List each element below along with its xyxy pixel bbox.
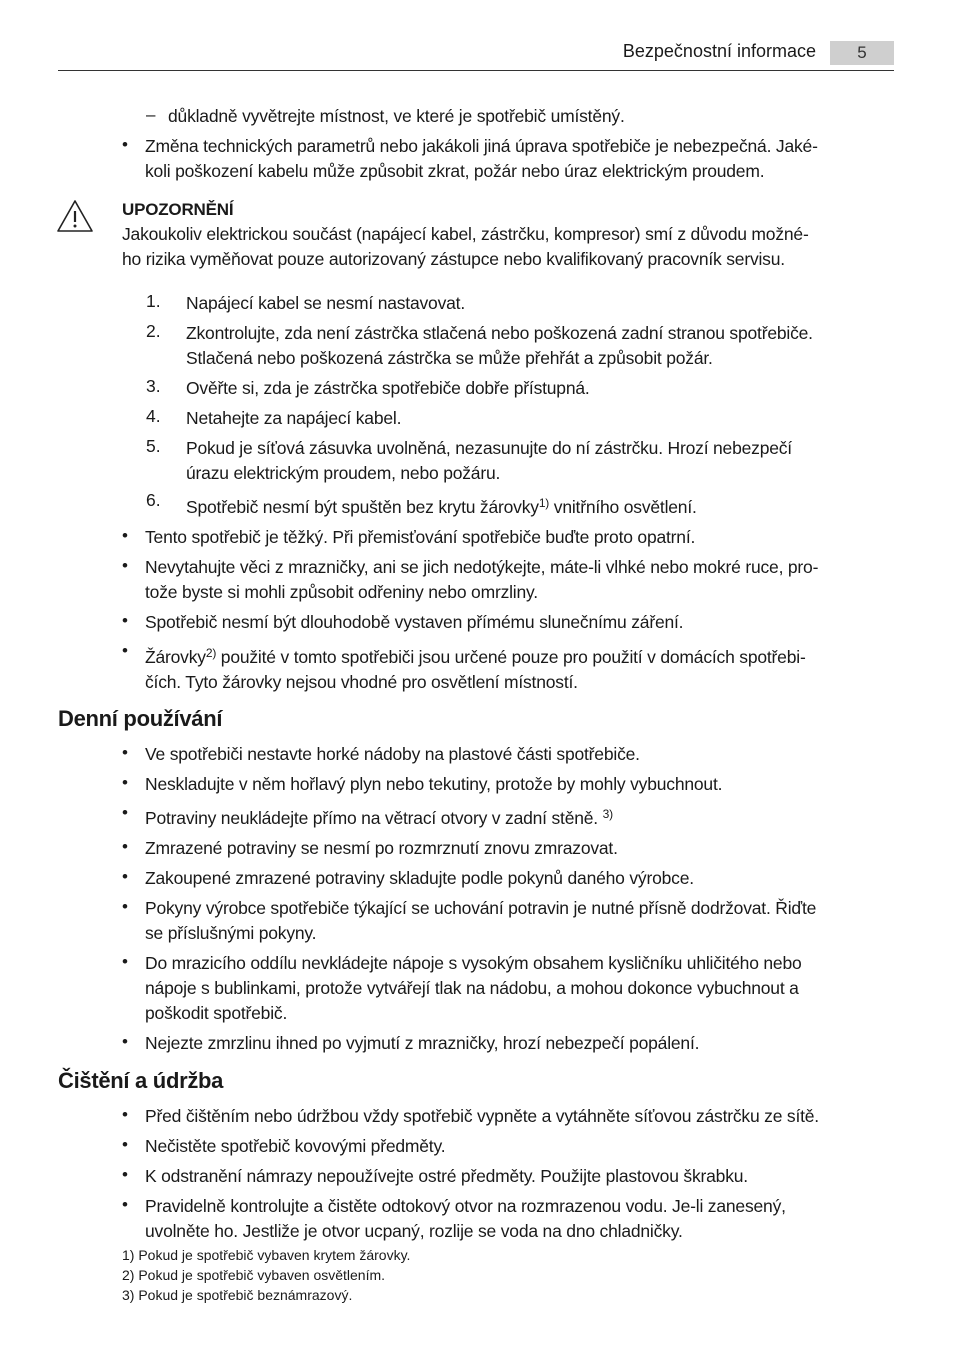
numbered-item-2-line2: Stlačená nebo poškozená zástrčka se může přehřát a způsobit požár. xyxy=(186,348,713,368)
footnote-3: 3) Pokud je spotřebič beznámrazový. xyxy=(122,1287,353,1303)
bullet-bulbs-text: použité v tomto spotřebiči jsou určené pouze pro použití v domácích spotřebi- xyxy=(216,647,806,667)
daily-bullet-2: Neskladujte v něm hořlavý plyn nebo tekutiny, protože by mohly vybuchnout. xyxy=(145,774,723,794)
bullet-freezer-line2: tože byste si mohli způsobit odřeniny nebo omrzliny. xyxy=(145,582,538,602)
bullet-marker: • xyxy=(122,743,128,762)
daily-bullet-5: Zakoupené zmrazené potraviny skladujte podle pokynů daného výrobce. xyxy=(145,868,694,888)
clean-bullet-4-line1: Pravidelně kontrolujte a čistěte odtokový otvor na rozmrazenou vodu. Je-li zanesený, xyxy=(145,1196,786,1216)
daily-bullet-1: Ve spotřebiči nestavte horké nádoby na plastové části spotřebiče. xyxy=(145,744,640,764)
numbered-item-1: Napájecí kabel se nesmí nastavovat. xyxy=(186,293,465,313)
footnote-1: 1) Pokud je spotřebič vybaven krytem žárovky. xyxy=(122,1247,411,1263)
daily-bullet-6-line2: se příslušnými pokyny. xyxy=(145,923,317,943)
section-title-cleaning: Čištění a údržba xyxy=(58,1068,224,1093)
bullet-marker: • xyxy=(122,1135,128,1154)
numbered-item-6-text: Spotřebič nesmí být spuštěn bez krytu žárovky xyxy=(186,497,539,517)
page-number-badge: 5 xyxy=(830,41,894,65)
bullet-marker: • xyxy=(122,1105,128,1124)
bullet-marker: • xyxy=(122,1032,128,1051)
bullet-freezer-line1: Nevytahujte věci z mrazničky, ani se jich nedotýkejte, máte-li vlhké nebo mokré ruce, pro- xyxy=(145,557,819,577)
dash-marker: – xyxy=(146,105,156,124)
clean-bullet-4-line2: uvolněte ho. Jestliže je otvor ucpaný, rozlije se voda na dno chladničky. xyxy=(145,1221,683,1241)
bullet-change-line2: koli poškození kabelu může způsobit zkrat, požár nebo úraz elektrickým proudem. xyxy=(145,161,765,181)
numbered-item-2-line1: Zkontrolujte, zda není zástrčka stlačená nebo poškozená zadní stranou spotřebiče. xyxy=(186,323,813,343)
daily-bullet-7-line1: Do mrazicího oddílu nevkládejte nápoje s vysokým obsahem kysličníku uhličitého nebo xyxy=(145,953,802,973)
bullet-marker: • xyxy=(122,641,128,660)
numbered-item-3: Ověřte si, zda je zástrčka spotřebiče dobře přístupná. xyxy=(186,378,590,398)
section-title-daily-use: Denní používání xyxy=(58,706,223,731)
list-number: 4. xyxy=(146,406,161,426)
bullet-marker: • xyxy=(122,897,128,916)
bullet-change-line1: Změna technických parametrů nebo jakákoli jiná úprava spotřebiče je nebezpečná. Jaké- xyxy=(145,136,818,156)
numbered-item-6 xyxy=(186,495,697,520)
daily-bullet-6-line1: Pokyny výrobce spotřebiče týkající se uchování potravin je nutné přísně dodržovat. Řiďte xyxy=(145,898,817,918)
daily-bullet-7-line2: nápoje s bublinkami, protože vytvářejí tlak na nádobu, a mohou dokonce vybuchnout a xyxy=(145,978,799,998)
bullet-marker: • xyxy=(122,773,128,792)
numbered-item-4: Netahejte za napájecí kabel. xyxy=(186,408,402,428)
bullet-sunlight: Spotřebič nesmí být dlouhodobě vystaven přímému slunečnímu záření. xyxy=(145,612,684,632)
bullet-marker: • xyxy=(122,837,128,856)
bullet-marker: • xyxy=(122,952,128,971)
clean-bullet-1: Před čištěním nebo údržbou vždy spotřebič vypněte a vytáhněte síťovou zástrčku ze sítě. xyxy=(145,1106,819,1126)
warning-text-line2: ho rizika vyměňovat pouze autorizovaný zástupce nebo kvalifikovaný pracovník servisu. xyxy=(122,249,785,269)
list-number: 2. xyxy=(146,321,161,341)
footnote-ref-1: 1) xyxy=(538,496,550,510)
bullet-marker: • xyxy=(122,556,128,575)
clean-bullet-3: K odstranění námrazy nepoužívejte ostré předměty. Použijte plastovou škrabku. xyxy=(145,1166,748,1186)
header-rule xyxy=(58,70,894,71)
daily-bullet-3-text: Potraviny neukládejte přímo na větrací otvory v zadní stěně. xyxy=(145,808,603,828)
warning-triangle-icon xyxy=(55,198,95,234)
list-number: 3. xyxy=(146,376,161,396)
bullet-marker: • xyxy=(122,803,128,822)
warning-title: UPOZORNĚNÍ xyxy=(122,200,234,219)
list-number: 5. xyxy=(146,436,161,456)
daily-bullet-7-line3: poškodit spotřebič. xyxy=(145,1003,288,1023)
daily-bullet-8: Nejezte zmrzlinu ihned po vyjmutí z mrazničky, hrozí nebezpečí popálení. xyxy=(145,1033,700,1053)
bullet-bulbs-line1 xyxy=(145,645,806,670)
list-number: 6. xyxy=(146,490,161,510)
dash-item-ventilate: důkladně vyvětrejte místnost, ve které je spotřebič umístěný. xyxy=(168,106,625,126)
clean-bullet-2: Nečistěte spotřebič kovovými předměty. xyxy=(145,1136,446,1156)
numbered-item-5-line1: Pokud je síťová zásuvka uvolněná, nezasunujte do ní zástrčku. Hrozí nebezpečí xyxy=(186,438,792,458)
footnote-ref-3: 3) xyxy=(602,807,613,821)
bullet-marker: • xyxy=(122,611,128,630)
daily-bullet-4: Zmrazené potraviny se nesmí po rozmrznutí znovu zmrazovat. xyxy=(145,838,618,858)
bullet-marker: • xyxy=(122,135,128,154)
warning-text-line1: Jakoukoliv elektrickou součást (napájecí kabel, zástrčku, kompresor) smí z důvodu možné- xyxy=(122,224,809,244)
numbered-item-6-text-end: vnitřního osvětlení. xyxy=(549,497,697,517)
bullet-marker: • xyxy=(122,526,128,545)
bullet-marker: • xyxy=(122,1165,128,1184)
bullet-bulbs-line2: čích. Tyto žárovky nejsou vhodné pro osvětlení místností. xyxy=(145,672,578,692)
footnote-ref-2: 2) xyxy=(205,646,217,660)
footnote-2: 2) Pokud je spotřebič vybaven osvětlením. xyxy=(122,1267,386,1283)
bullet-marker: • xyxy=(122,1195,128,1214)
list-number: 1. xyxy=(146,291,161,311)
bullet-bulbs-word: Žárovky xyxy=(145,647,206,667)
numbered-item-5-line2: úrazu elektrickým proudem, nebo požáru. xyxy=(186,463,501,483)
header-section-title: Bezpečnostní informace xyxy=(622,41,816,61)
daily-bullet-3 xyxy=(145,806,613,831)
bullet-marker: • xyxy=(122,867,128,886)
bullet-heavy: Tento spotřebič je těžký. Při přemisťování spotřebiče buďte proto opatrní. xyxy=(145,527,696,547)
